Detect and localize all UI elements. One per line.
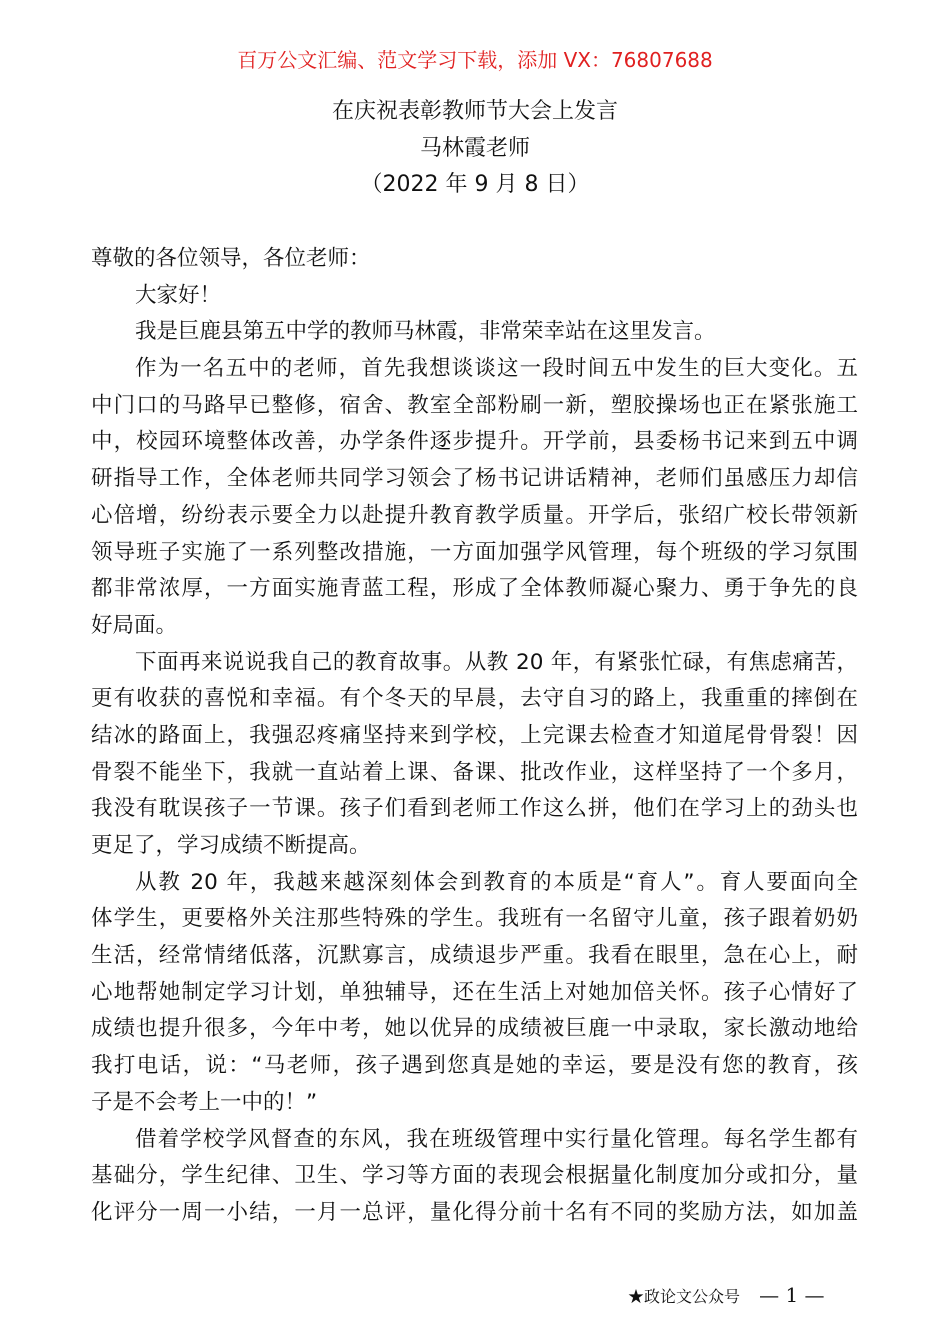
page-number: — 1 — (759, 1283, 825, 1307)
paragraph-line: 中，校园环境整体改善，办学条件逐步提升。开学前，县委杨书记来到五中调 (91, 429, 858, 455)
paragraph-line: 我打电话，说：“马老师，孩子遇到您真是她的幸运，要是没有您的教育，孩 (91, 1053, 858, 1079)
paragraph (91, 278, 858, 315)
paragraph-line: 大家好！ (135, 282, 222, 308)
date: （2022 年 9 月 8 日） (360, 172, 590, 197)
document-body (91, 241, 858, 1232)
paragraph-line: 我没有耽误孩子一节课。孩子们看到老师工作这么拼，他们在学习上的劲头也 (91, 796, 858, 822)
paragraph-line: 基础分，学生纪律、卫生、学习等方面的表现会根据量化制度加分或扣分，量 (91, 1163, 858, 1189)
paragraph-line: 心倍增，纷纷表示要全力以赴提升教育教学质量。开学后，张绍广校长带领新 (91, 502, 858, 528)
paragraph-line: 更足了，学习成绩不断提高。 (91, 833, 371, 858)
paragraph-line: 下面再来说说我自己的教育故事。从教 20 年，有紧张忙碌，有焦虑痛苦， (135, 649, 858, 675)
paragraph-line: 化评分一周一小结，一月一总评，量化得分前十名有不同的奖励方法，如加盖 (91, 1199, 858, 1225)
paragraph-line: 骨裂不能坐下，我就一直站着上课、备课、批改作业，这样坚持了一个多月， (91, 759, 858, 785)
paragraph-line: 我是巨鹿县第五中学的教师马林霞，非常荣幸站在这里发言。 (135, 319, 716, 345)
paragraph (91, 1122, 858, 1232)
paragraph-line: 中门口的马路早已整修，宿舍、教室全部粉刷一新，塑胶操场也正在紧张施工 (91, 392, 858, 418)
paragraph-line: 更有收获的喜悦和幸福。有个冬天的早晨，去守自习的路上，我重重的摔倒在 (91, 686, 858, 712)
paragraph-line: 作为一名五中的老师，首先我想谈谈这一段时间五中发生的巨大变化。五 (135, 356, 858, 382)
paragraph-line: 借着学校学风督查的东风，我在班级管理中实行量化管理。每名学生都有 (135, 1126, 858, 1152)
paragraph-line: 领导班子实施了一系列整改措施，一方面加强学风管理，每个班级的学习氛围 (91, 539, 858, 565)
page-footer (628, 1282, 825, 1310)
author: 马林霞老师 (419, 136, 530, 161)
paragraph-line: 好局面。 (91, 612, 178, 638)
paragraph-line: 成绩也提升很多，今年中考，她以优异的成绩被巨鹿一中录取，家长激动地给 (91, 1016, 858, 1042)
paragraph-line: 子是不会考上一中的！” (91, 1089, 318, 1115)
paragraph-line: 心地帮她制定学习计划，单独辅导，还在生活上对她加倍关怀。孩子心情好了 (91, 979, 858, 1005)
paragraph-line: 结冰的路面上，我强忍疼痛坚持来到学校，上完课去检查才知道尾骨骨裂！因 (91, 722, 858, 748)
paragraph (91, 241, 858, 278)
footer-source: ★政论文公众号 (628, 1287, 741, 1306)
paragraph-line: 研指导工作，全体老师共同学习领会了杨书记讲话精神，老师们虽感压力却信 (91, 466, 858, 492)
paragraph (91, 865, 858, 1122)
document-title: 在庆祝表彰教师节大会上发言 (331, 99, 618, 124)
paragraph-line: 都非常浓厚，一方面实施青蓝工程，形成了全体教师凝心聚力、勇于争先的良 (91, 576, 858, 602)
watermark-banner: 百万公文汇编、范文学习下载，添加 VX：76807688 (237, 48, 713, 72)
paragraph (91, 351, 858, 645)
paragraph-line: 生活，经常情绪低落，沉默寡言，成绩退步严重。我看在眼里，急在心上，耐 (91, 943, 858, 969)
paragraph (91, 314, 858, 351)
paragraph (91, 645, 858, 865)
paragraph-line: 从教 20 年，我越来越深刻体会到教育的本质是“育人”。育人要面向全 (135, 869, 858, 895)
paragraph-line: 尊敬的各位领导，各位老师： (91, 246, 371, 271)
paragraph-line: 体学生，更要格外关注那些特殊的学生。我班有一名留守儿童，孩子跟着奶奶 (91, 906, 858, 932)
